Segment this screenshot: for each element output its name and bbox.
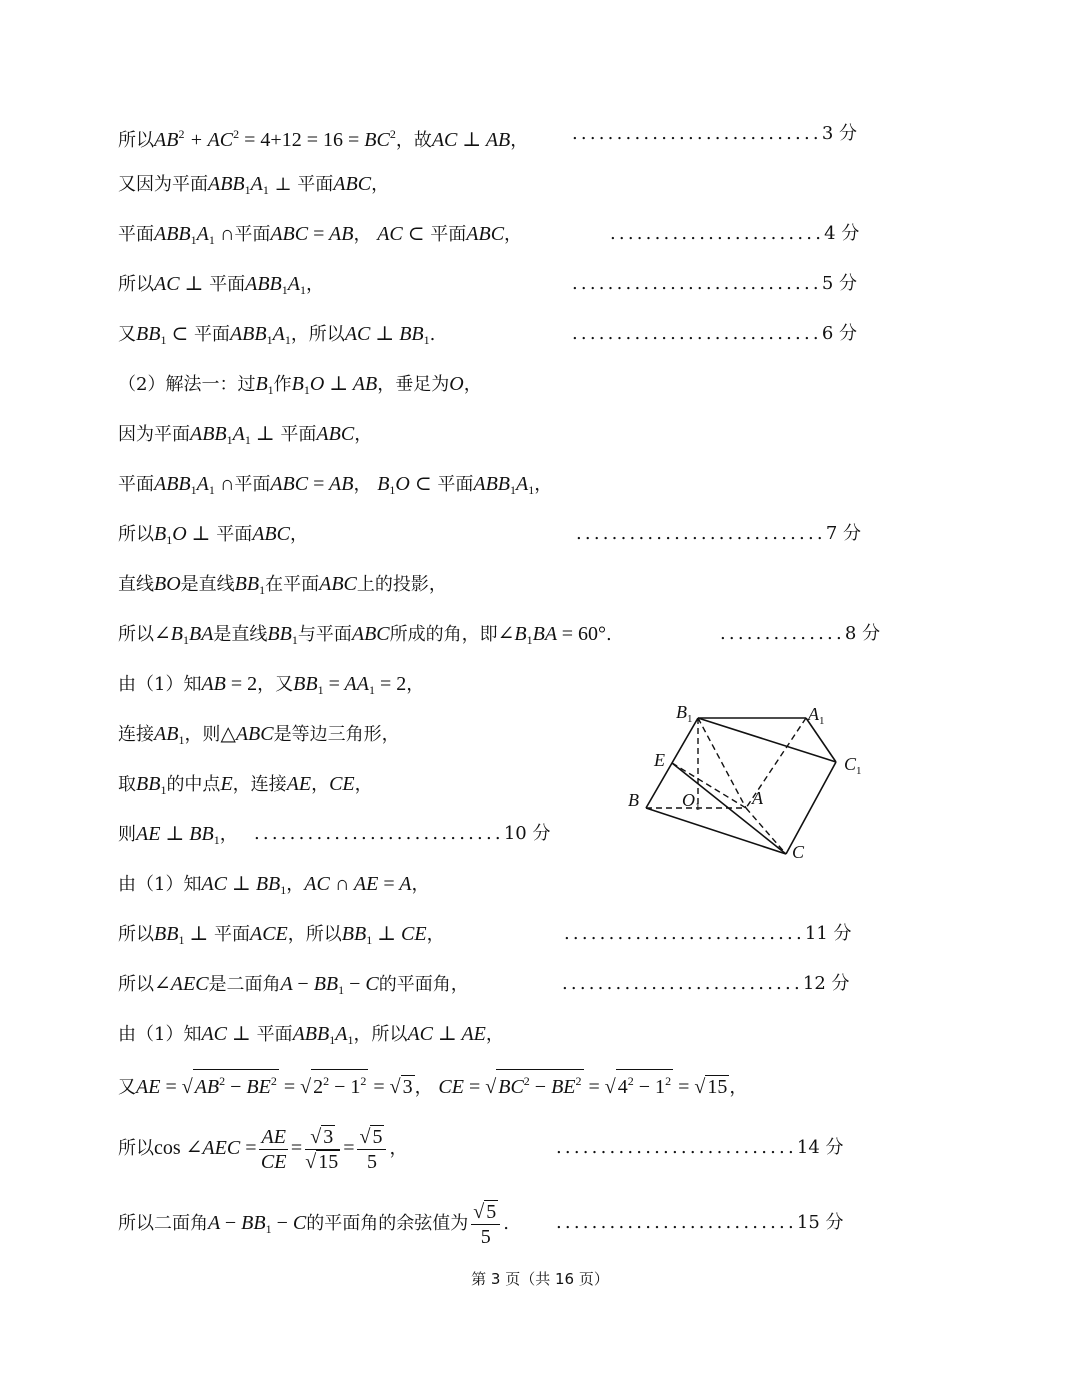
score-dots-12: ...........................12 分: [562, 973, 850, 994]
label-b: B: [628, 790, 639, 810]
edge-c1c: [786, 762, 836, 854]
line-4: 所以AC ⊥ 平面$ABB_1A_1$，: [118, 273, 324, 297]
line-6: （2）解法一：过$B_1$作$B_1O$ ⊥ AB，垂足为O，: [118, 373, 482, 397]
score-dots-11: ...........................11 分: [564, 923, 852, 944]
line-5: 又$BB_1$ ⊂ 平面$ABB_1A_1$，所以AC ⊥ $BB_1$.: [118, 323, 436, 347]
label-o: $O_1$: [682, 790, 701, 813]
line-18: 所以∠AEC是二面角$A - BB_1 - C$的平面角，: [118, 973, 469, 997]
edge-bc: [646, 808, 786, 854]
label-a: A: [752, 788, 763, 808]
label-e: E: [654, 750, 665, 770]
score-dots-5: ............................5 分: [572, 273, 857, 294]
line-22: 所以二面角$A - BB_1 - C$的平面角的余弦值为 $\frac{√ 5}{5}$ .: [118, 1200, 509, 1248]
page-footer: 第 3 页（共 16 页）: [471, 1270, 609, 1288]
line-21: 所以cos ∠AEC = $\frac{AE}{CE}$ = $\frac{√ 3}{√ 15}$ = $\frac{√ 5}{5}$ ，: [118, 1125, 408, 1173]
score-dots-6: ............................6 分: [572, 323, 857, 344]
line-19: 由（1）知AC ⊥ 平面$ABB_1A_1$，所以AC ⊥ AE，: [118, 1023, 504, 1047]
line-7: 因为平面$ABB_1A_1$ ⊥ 平面ABC，: [118, 423, 373, 447]
label-a1: $A_1$: [808, 704, 825, 727]
line-15: 则AE ⊥ $BB_1$，: [118, 823, 238, 847]
score-dots-14: ...........................14 分: [556, 1137, 844, 1158]
line-12: 由（1）知AB = 2，又$BB_1 = AA_1 = 2$，: [118, 673, 425, 697]
line-20: 又AE = √ $AB^2 - BE^2$ = √ $2^2 - 1^2$ = √ 3 ， CE = √ $BC^2 - BE^2$ = √ $4^2 - 1^2$ = √ 15 ，: [118, 1069, 747, 1105]
prism-figure: [618, 694, 868, 869]
score-dots-15: ...........................15 分: [556, 1212, 844, 1233]
label-b1: $B_1$: [676, 702, 693, 725]
line-11: 所以$\angle B_1BA$是直线$BB_1$与平面ABC所成的角，即$\angle B_1BA = 60^\circ$.: [118, 623, 612, 647]
score-dots-7: ............................7 分: [576, 523, 861, 544]
line-14: 取$BB_1$的中点E，连接AE，CE，: [118, 773, 373, 797]
line-9: 所以$B_1O$ ⊥ 平面ABC，: [118, 523, 308, 547]
score-dots-4: ........................4 分: [610, 223, 860, 244]
line-1: 所以$AB^2 + AC^2 = 4+12 = 16 = BC^2$，故AC ⊥ AB，: [118, 127, 529, 151]
line-13: 连接$AB_1$，则△ABC是等边三角形，: [118, 723, 400, 747]
label-c1: $C_1$: [844, 754, 862, 777]
line-16: 由（1）知AC ⊥ $BB_1$，AC ∩ AE = A，: [118, 873, 430, 897]
line-3: 平面$ABB_1A_1$ ∩平面ABC = AB， AC ⊂ 平面ABC，: [118, 223, 523, 247]
line-17: 所以$BB_1$ ⊥ 平面ACE，所以$BB_1$ ⊥ CE，: [118, 923, 445, 947]
score-dots-8: ..............8 分: [720, 623, 881, 644]
label-c: C: [792, 842, 805, 862]
score-dots-1: ............................3 分: [572, 123, 857, 144]
line-2: 又因为平面$ABB_1A_1$ ⊥ 平面ABC，: [118, 173, 390, 197]
line-8: 平面$ABB_1A_1$ ∩平面ABC = AB， $B_1O$ ⊂ 平面$ABB_1A_1$，: [118, 473, 553, 497]
score-dots-10: ............................10 分: [254, 823, 551, 844]
line-10: 直线BO是直线$BB_1$在平面ABC上的投影，: [118, 573, 447, 597]
